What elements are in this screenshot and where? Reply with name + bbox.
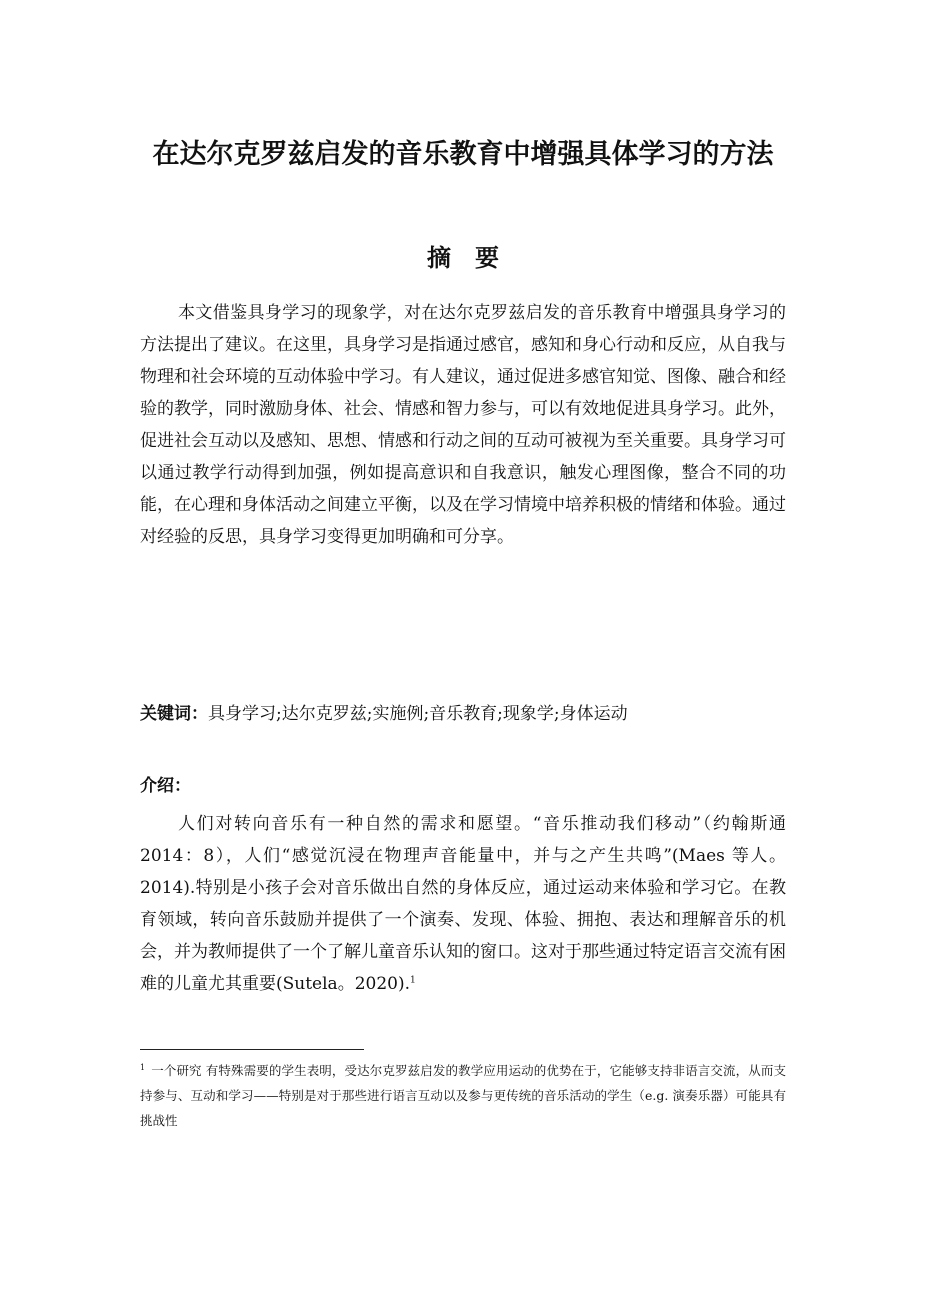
footnote-divider bbox=[140, 1049, 364, 1050]
keywords-line bbox=[140, 700, 786, 728]
introduction-heading: 介绍： bbox=[140, 776, 191, 796]
keywords-text: 具身学习;达尔克罗兹;实施例;音乐教育;现象学;身体运动 bbox=[208, 704, 628, 724]
abstract-paragraph: 本文借鉴具身学习的现象学，对在达尔克罗兹启发的音乐教育中增强具身学习的方法提出了建议。在这里，具身学习是指通过感官，感知和身心行动和反应，从自我与物理和社会环境的互动体验中学习。有人建议，通过促进多感官知觉、图像、融合和经验的教学，同时激励身体、社会、情感和智力参与，可以有效地促进具身学习。此外，促进社会互动以及感知、思想、情感和行动之间的互动可被视为至关重要。具身学习可以通过教学行动得到加强，例如提高意识和自我意识，触发心理图像，整合不同的功能，在心理和身体活动之间建立平衡，以及在学习情境中培养积极的情绪和体验。通过对经验的反思，具身学习变得更加明确和可分享。 bbox=[140, 303, 786, 547]
footnote-reference[interactable]: 1 bbox=[410, 975, 416, 986]
introduction-text: 人们对转向音乐有一种自然的需求和愿望。“音乐推动我们移动”（约翰斯通 2014：8），人们“感觉沉浸在物理声音能量中，并与之产生共鸣”(Maes 等人。2014).特别是小孩子会对音乐做出自然的身体反应，通过运动来体验和学习它。在教育领域，转向音乐鼓励并提供了一个演奏、发现、体验、拥抱、表达和理解音乐的机会，并为教师提供了一个了解儿童音乐认知的窗口。这对于那些通过特定语言交流有困难的儿童尤其重要(Sutela。2020). bbox=[140, 814, 786, 994]
abstract-heading: 摘要 bbox=[427, 244, 523, 272]
document-title: 在达尔克罗兹启发的音乐教育中增强具体学习的方法 bbox=[152, 139, 774, 170]
keywords-label: 关键词： bbox=[140, 704, 208, 724]
footnote-text: 一个研究 有特殊需要的学生表明，受达尔克罗兹启发的教学应用运动的优势在于，它能够支持非语言交流，从而支持参与、互动和学习——特别是对于那些进行语言互动以及参与更传统的音乐活动的学生（e.g. 演奏乐器）可能具有挑战性 bbox=[140, 1063, 786, 1128]
footnote-number: 1 bbox=[140, 1062, 146, 1072]
introduction-paragraph bbox=[140, 808, 786, 1000]
footnote bbox=[140, 1058, 786, 1133]
